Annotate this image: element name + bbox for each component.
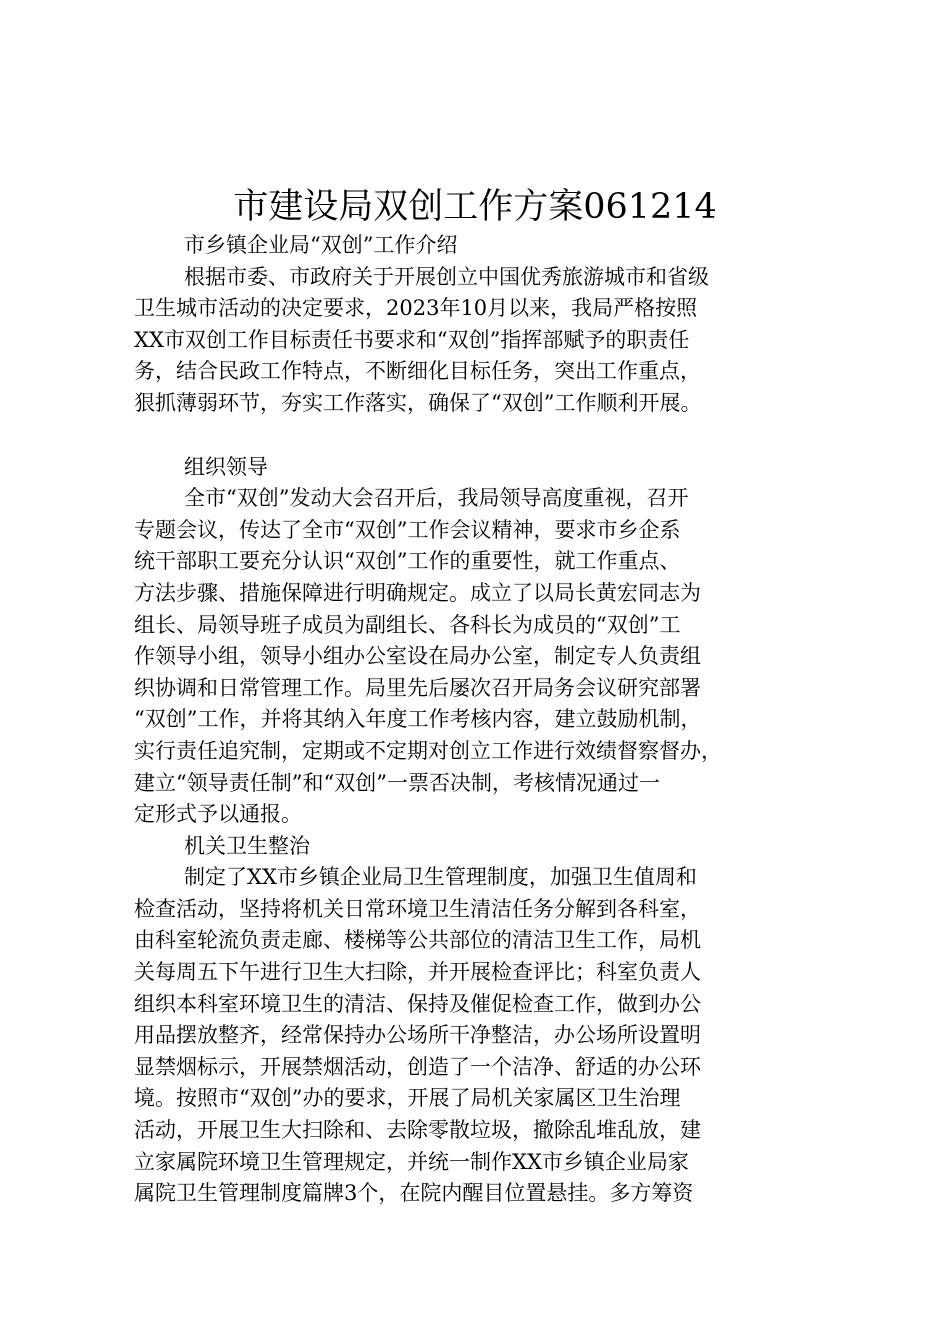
section-heading <box>134 230 834 262</box>
text-line: 专题会议，传达了全市“双创”工作会议精神，要求市乡企系 <box>134 517 681 542</box>
text-line: 定形式予以通报。 <box>134 802 302 827</box>
document-body <box>134 230 834 1210</box>
text-line: 方法步骤、措施保障进行明确规定。成立了以局长黄宏同志为 <box>134 580 701 605</box>
text-line: 务，结合民政工作特点，不断细化目标任务，突出工作重点， <box>134 359 701 384</box>
text-line: 市乡镇企业局“双创”工作介绍 <box>184 233 458 257</box>
text-line: 实行责任追究制，定期或不定期对创立工作进行效绩督察督办， <box>134 738 722 763</box>
document-title: 市建设局双创工作方案061214 <box>233 187 717 227</box>
text-line: 关每周五下午进行卫生大扫除，并开展检查评比；科室负责人 <box>134 960 701 985</box>
section-gap <box>134 420 834 452</box>
paragraph <box>134 862 834 1210</box>
text-line: 狠抓薄弱环节，夯实工作落实，确保了“双创”工作顺利开展。 <box>134 390 702 415</box>
section-heading <box>134 831 834 863</box>
paragraph <box>134 262 834 420</box>
text-line: 立家属院环境卫生管理规定，并统一制作XX市乡镇企业局家 <box>134 1149 689 1174</box>
text-line: 显禁烟标示，开展禁烟活动，创造了一个洁净、舒适的办公环 <box>134 1054 701 1079</box>
text-line: 作领导小组，领导小组办公室设在局办公室，制定专人负责组 <box>134 644 701 669</box>
text-line: 组长、局领导班子成员为副组长、各科长为成员的“双创”工 <box>134 612 681 637</box>
text-line: 全市“双创”发动大会召开后，我局领导高度重视，召开 <box>184 486 689 511</box>
text-line: 机关卫生整治 <box>184 833 310 858</box>
text-line: 由科室轮流负责走廊、楼梯等公共部位的清洁卫生工作，局机 <box>134 928 701 953</box>
text-line: “双创”工作，并将其纳入年度工作考核内容，建立鼓励机制， <box>134 707 702 732</box>
text-line: 制定了XX市乡镇企业局卫生管理制度，加强卫生值周和 <box>184 865 697 890</box>
paragraph <box>134 483 834 831</box>
text-line: 境。按照市“双创”办的要求，开展了局机关家属区卫生治理 <box>134 1086 681 1111</box>
text-line: 组织领导 <box>184 454 268 479</box>
text-line: 属院卫生管理制度篇牌3个，在院内醒目位置悬挂。多方筹资 <box>134 1181 694 1206</box>
section-heading <box>134 452 834 484</box>
text-line: 活动，开展卫生大扫除和、去除零散垃圾，撤除乱堆乱放，建 <box>134 1118 701 1143</box>
text-line: 织协调和日常管理工作。局里先后屡次召开局务会议研究部署 <box>134 675 701 700</box>
text-line: 建立“领导责任制”和“双创”一票否决制，考核情况通过一 <box>134 770 660 795</box>
text-line: 检查活动，坚持将机关日常环境卫生清洁任务分解到各科室， <box>134 896 701 921</box>
text-line: 组织本科室环境卫生的清洁、保持及催促检查工作，做到办公 <box>134 991 701 1016</box>
text-line: 统干部职工要充分认识“双创”工作的重要性，就工作重点、 <box>134 549 681 574</box>
text-line: 根据市委、市政府关于开展创立中国优秀旅游城市和省级 <box>184 264 709 289</box>
text-line: 用品摆放整齐，经常保持办公场所干净整洁，办公场所设置明 <box>134 1023 701 1048</box>
text-line: 卫生城市活动的决定要求，2023年10月以来，我局严格按照 <box>134 296 698 321</box>
text-line: XX市双创工作目标责任书要求和“双创”指挥部赋予的职责任 <box>134 327 690 352</box>
